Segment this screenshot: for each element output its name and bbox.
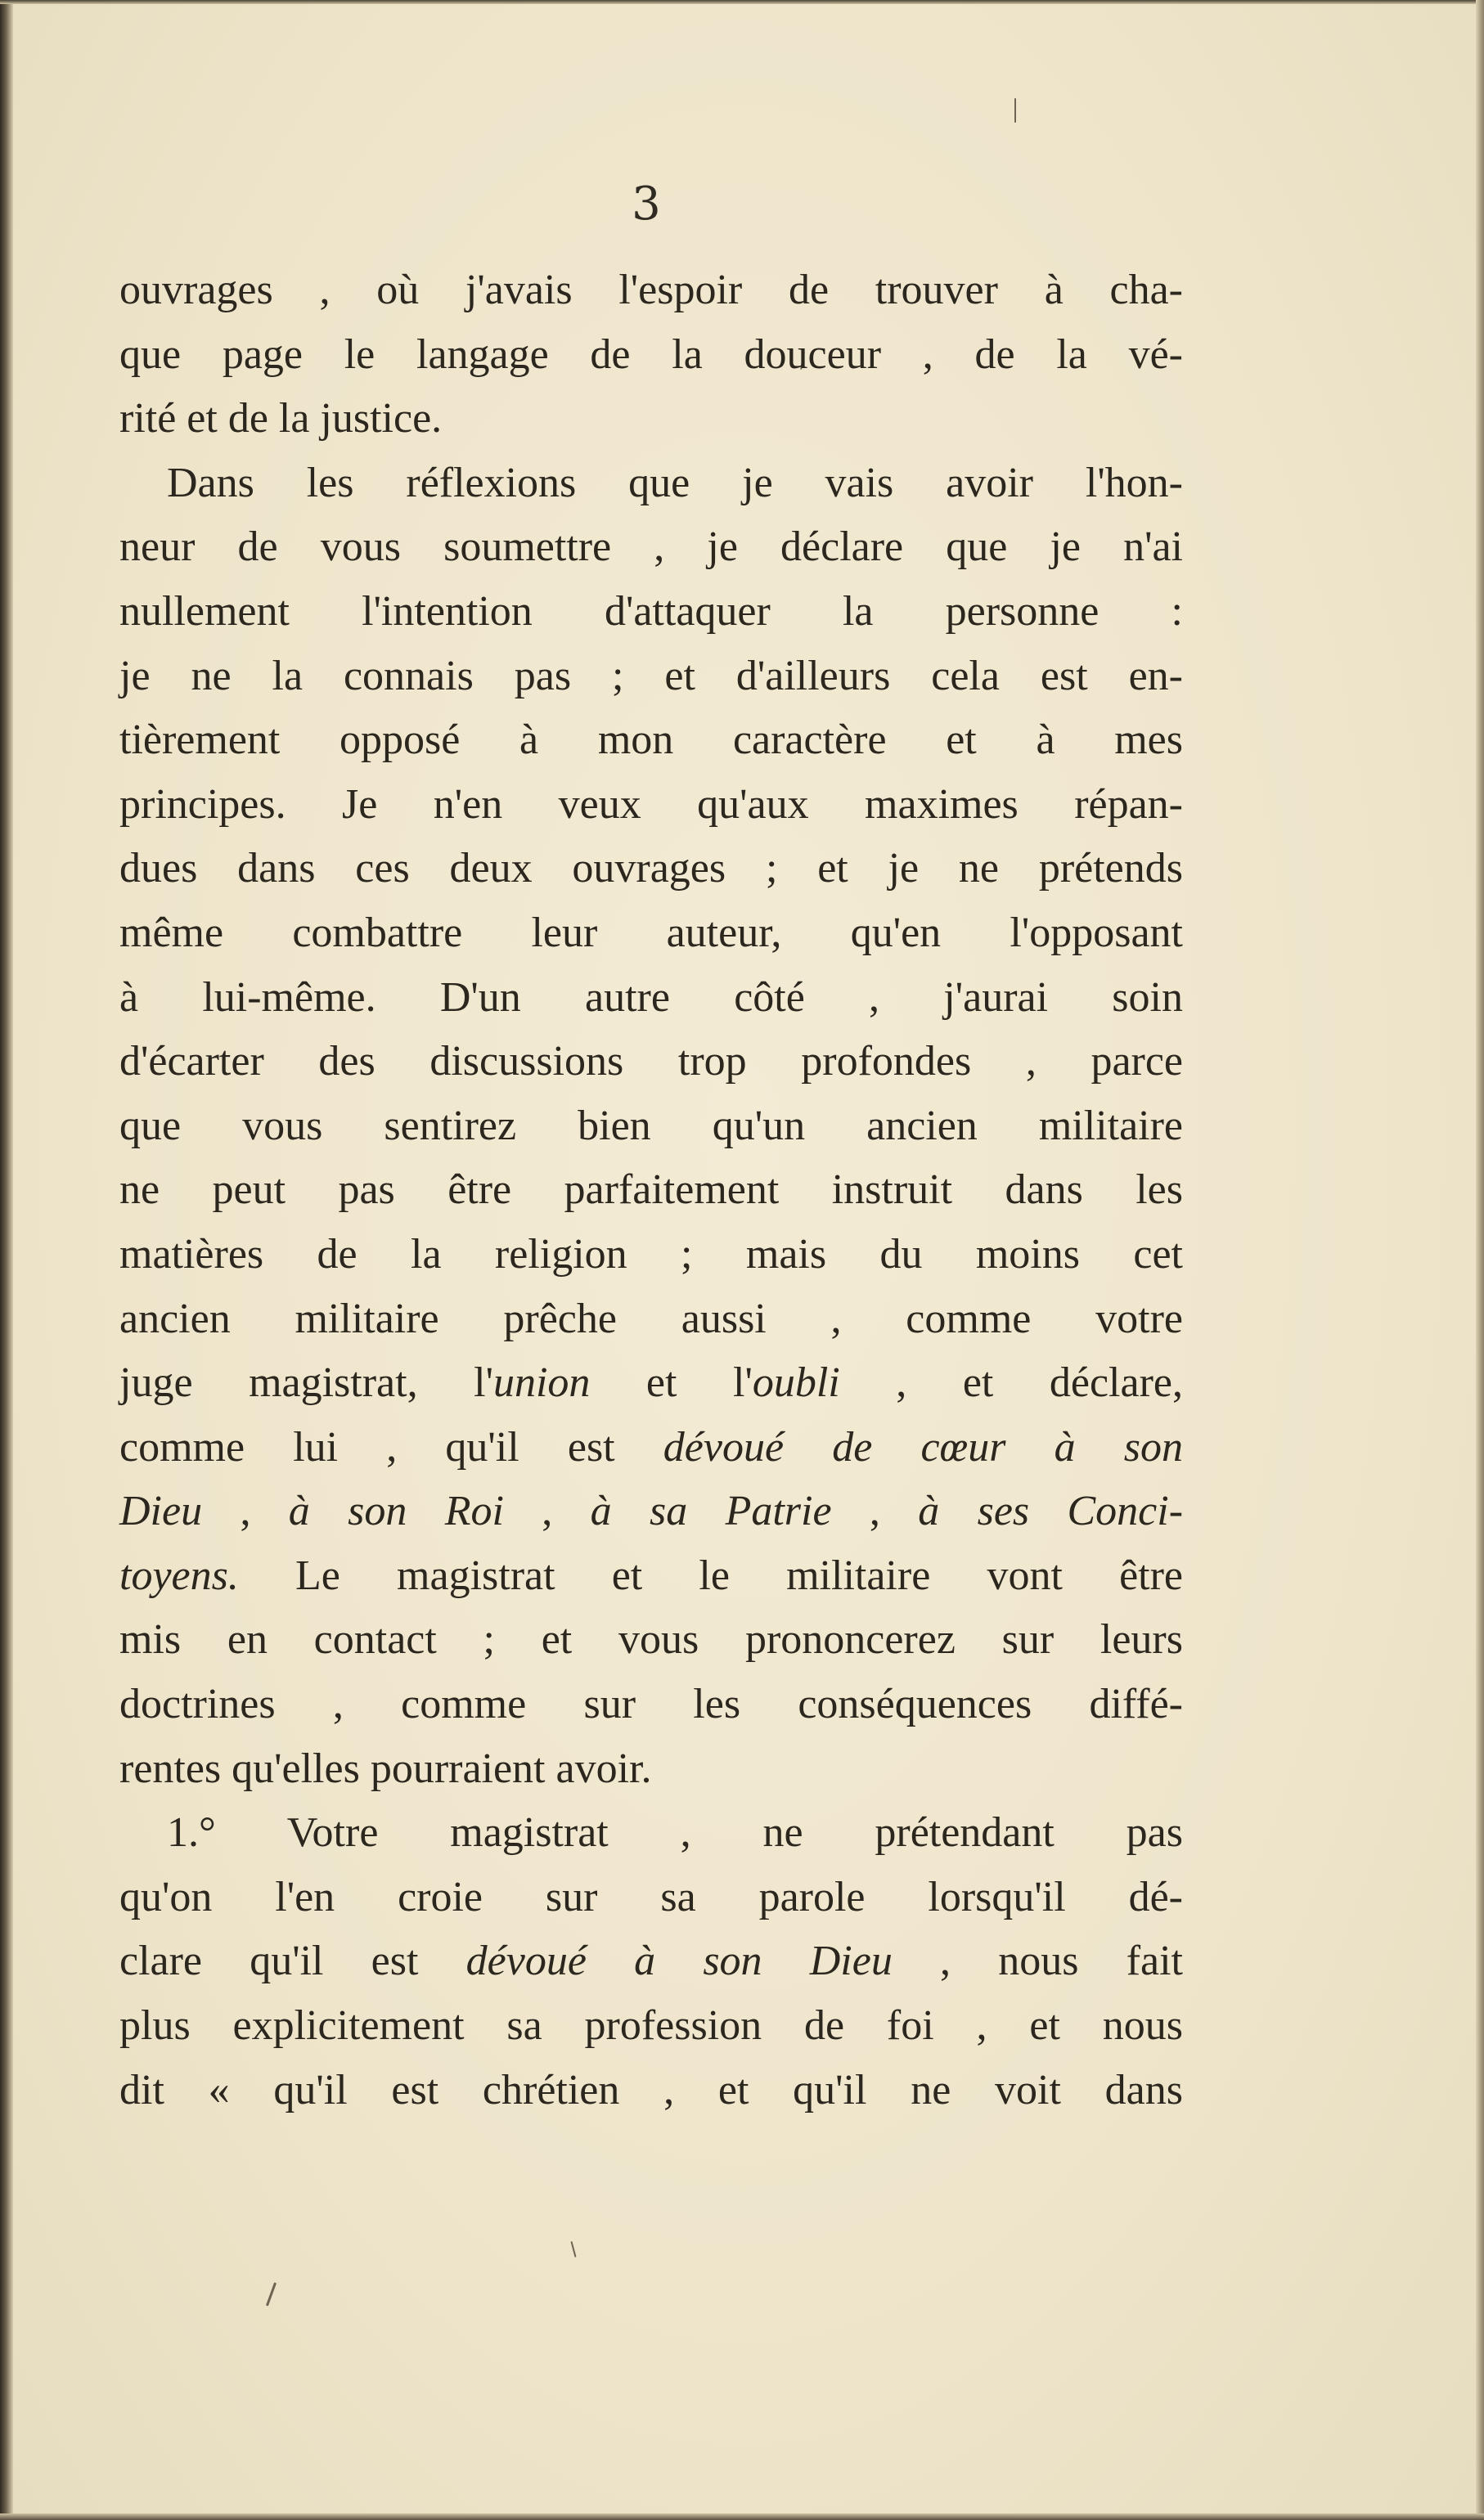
text-segment: Le magistrat et le militaire vont être [238,1552,1183,1599]
text-line [119,1737,1183,1802]
page-right-edge [1476,0,1484,2520]
text-line [119,1480,1183,1544]
page-top-edge [0,0,1484,4]
text-segment: qu'on l'en croie sur sa parole lorsqu'il dé- [119,1873,1183,1920]
text-line [119,1608,1183,1673]
italic-text: à sa Patrie [590,1488,832,1535]
text-line [119,1030,1183,1094]
text-segment: rentes qu'elles pourraient avoir. [119,1745,652,1792]
text-line [119,258,1183,323]
text-line [119,708,1183,773]
italic-text: dévoué à son Dieu [465,1938,893,1985]
text-line [119,1351,1183,1416]
text-segment: rité et de la justice. [119,395,443,442]
text-segment: mis en contact ; et vous prononcerez sur leurs [119,1616,1183,1664]
italic-text: dévoué de cœur à son [663,1423,1183,1471]
text-segment: que vous sentirez bien qu'un ancien militaire [119,1102,1183,1149]
text-line [119,1544,1183,1609]
text-line [119,2059,1183,2123]
text-segment: matières de la religion ; mais du moins cet [119,1230,1183,1278]
text-segment: à lui-même. D'un autre côté , j'aurai soin [119,973,1183,1021]
text-line [119,645,1183,709]
text-segment: tièrement opposé à mon caractère et à mes [119,716,1183,764]
text-segment: ne peut pas être parfaitement instruit dans les [119,1166,1183,1214]
italic-text: à son Roi [288,1488,504,1535]
text-segment: et l' [590,1359,753,1407]
text-line [119,901,1183,966]
text-segment: Dans les réflexions que je vais avoir l'hon- [167,459,1183,506]
text-line [119,515,1183,580]
text-segment: , [202,1488,289,1535]
text-segment: ouvrages , où j'avais l'espoir de trouver à cha- [119,267,1183,313]
text-segment: que page le langage de la douceur , de la vé- [119,330,1183,378]
italic-text: oubli [752,1359,840,1407]
text-segment: 1.° Votre magistrat , ne prétendant pas [167,1809,1183,1857]
text-segment: nullement l'intention d'attaquer la personne : [119,587,1183,635]
text-segment: , [831,1488,919,1535]
text-line [119,966,1183,1031]
text-line [119,1929,1183,1994]
text-line [119,1158,1183,1223]
text-line [119,1094,1183,1159]
text-segment: doctrines , comme sur les conséquences diffé- [119,1681,1183,1728]
text-segment: d'écarter des discussions trop profondes , parce [119,1038,1183,1085]
text-segment: dit « qu'il est chrétien , et qu'il ne voit dans [119,2066,1183,2113]
text-line [119,1994,1183,2059]
paper-speck [1014,98,1016,123]
text-segment: juge magistrat, l' [119,1359,493,1407]
body-text [119,258,1183,2122]
text-segment: ancien militaire prêche aussi , comme votre [119,1295,1183,1342]
text-line [119,1287,1183,1352]
italic-text: toyens. [119,1552,239,1599]
italic-text: Dieu [119,1488,203,1535]
text-segment: , [503,1488,591,1535]
text-line [119,1416,1183,1480]
paper-speck [266,2282,277,2306]
text-segment: , nous fait [892,1938,1183,1985]
text-segment: principes. Je n'en veux qu'aux maximes répan- [119,780,1183,828]
paper-speck [570,2241,576,2257]
text-line [119,1673,1183,1737]
italic-text: union [492,1359,591,1407]
text-line [119,837,1183,901]
page-number: 3 [632,177,661,231]
text-line [119,451,1183,516]
page-binding-edge [0,0,13,2520]
text-line [119,323,1183,388]
text-line [119,1801,1183,1866]
text-line [119,1866,1183,1930]
italic-text: à ses Conci- [918,1488,1184,1535]
text-segment: comme lui , qu'il est [119,1423,663,1471]
text-line [119,773,1183,838]
text-segment: neur de vous soumettre , je déclare que je n'ai [119,523,1183,571]
text-segment: dues dans ces deux ouvrages ; et je ne prétends [119,845,1183,892]
text-segment: , et déclare, [839,1359,1183,1407]
page-bottom-edge [0,2513,1484,2520]
text-line [119,580,1183,645]
text-segment: clare qu'il est [119,1938,466,1985]
text-segment: plus explicitement sa profession de foi , et nous [119,2002,1183,2050]
text-line [119,387,1183,451]
text-segment: même combattre leur auteur, qu'en l'opposant [119,909,1183,956]
text-segment: je ne la connais pas ; et d'ailleurs cela est en- [119,652,1183,699]
text-line [119,1223,1183,1287]
